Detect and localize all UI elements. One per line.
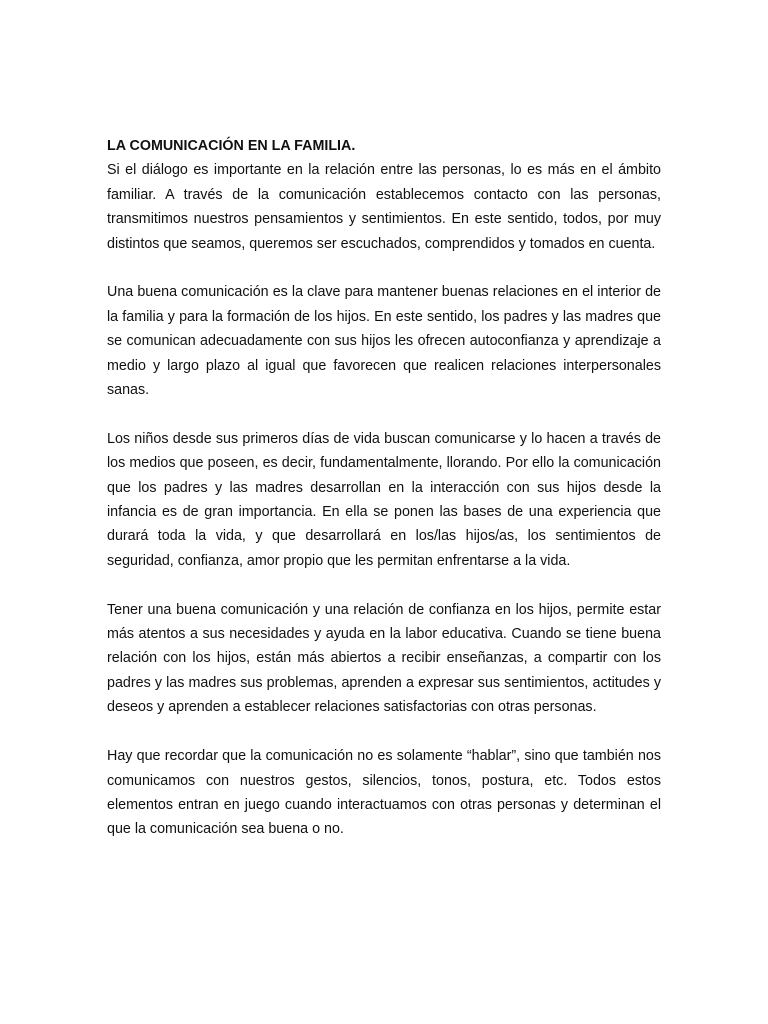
paragraph-2: Una buena comunicación es la clave para mantener buenas relaciones en el interior de la familia y para la formación de los hijos. En este sentido, los padres y las madres que se comunican adecuadamente con sus hijos les ofrecen autoconfianza y aprendizaje a medio y largo plazo al igual que favorecen que realicen relaciones interpersonales sanas. — [107, 284, 661, 399]
paragraph-3: Los niños desde sus primeros días de vida buscan comunicarse y lo hacen a través de los medios que poseen, es decir, fundamentalmente, llorando. Por ello la comunicación que los padres y las madres desarrollan en la interacción con sus hijos desde la infancia es de gran importancia. En ella se ponen las bases de una experiencia que durará toda la vida, y que desarrollará en los/las hijos/as, los sentimientos de seguridad, confianza, amor propio que les permitan enfrentarse a la vida. — [107, 430, 661, 569]
paragraph-4: Tener una buena comunicación y una relación de confianza en los hijos, permite estar más atentos a sus necesidades y ayuda en la labor educativa. Cuando se tiene buena relación con los hijos, están más abiertos a recibir enseñanzas, a compartir con los padres y las madres sus problemas, aprenden a expresar sus sentimientos, actitudes y deseos y aprenden a establecer relaciones satisfactorias con otras personas. — [107, 601, 661, 716]
paragraph-5: Hay que recordar que la comunicación no es solamente “hablar”, sino que también nos comunicamos con nuestros gestos, silencios, tonos, postura, etc. Todos estos elementos entran en juego cuando interactuamos con otras personas y determinan el que la comunicación sea buena o no. — [107, 748, 661, 838]
paragraph-1: Si el diálogo es importante en la relación entre las personas, lo es más en el ámbito familiar. A través de la comunicación establecemos contacto con las personas, transmitimos nuestros pensamientos y sentimientos. En este sentido, todos, por muy distintos que seamos, queremos ser escuchados, comprendidos y tomados en cuenta. — [107, 162, 661, 252]
document-page — [107, 134, 661, 842]
document-title: LA COMUNICACIÓN EN LA FAMILIA. — [107, 138, 356, 154]
